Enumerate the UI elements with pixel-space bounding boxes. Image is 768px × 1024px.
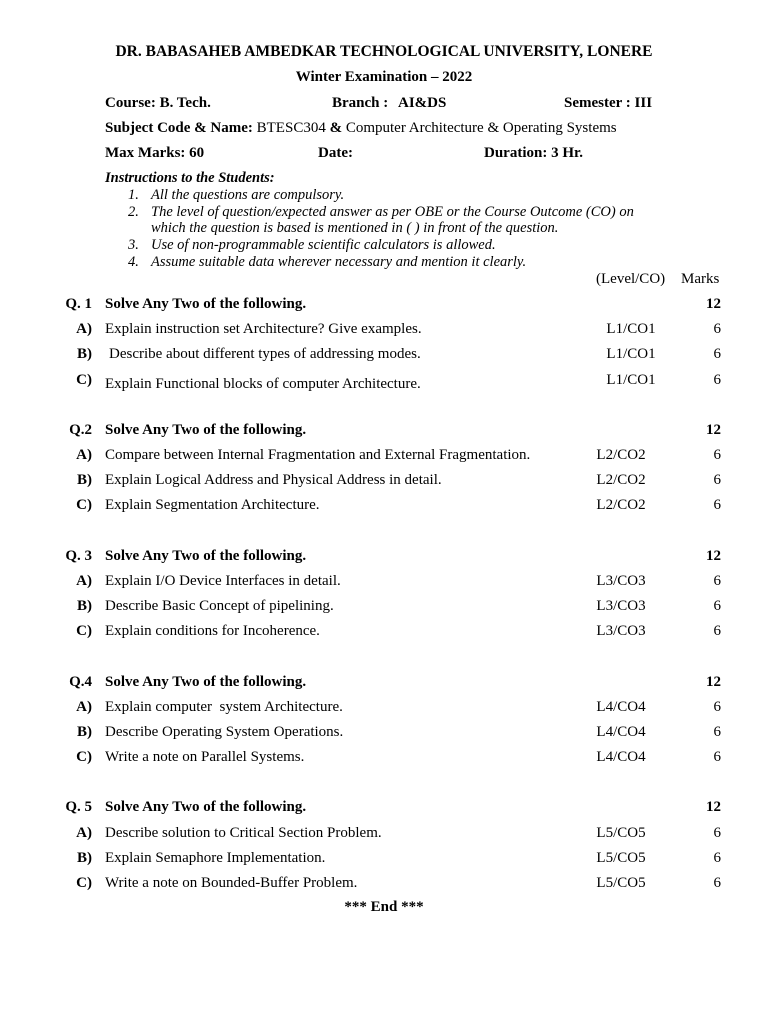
instruction-text: Use of non-programmable scientific calculators is allowed. [151,237,496,253]
subject-label: Subject Code & Name: [105,120,253,136]
sub-question-label: B) [77,724,92,740]
sub-question-text: Write a note on Bounded-Buffer Problem. [105,875,358,891]
sub-question-label: A) [76,573,92,589]
university-title: DR. BABASAHEB AMBEDKAR TECHNOLOGICAL UNIVERSITY, LONERE [115,43,653,60]
sub-question-text: Explain conditions for Incoherence. [105,623,320,639]
question-heading: Solve Any Two of the following. [105,422,307,438]
exam-title: Winter Examination – 2022 [295,69,473,85]
sub-question-text: Write a note on Parallel Systems. [105,749,305,765]
subject-line [105,120,617,137]
sub-question-label: B) [77,346,92,362]
sub-question-text: Explain instruction set Architecture? Give examples. [105,321,422,337]
sub-question-marks: 6 [713,850,721,866]
sub-question-marks: 6 [713,372,721,388]
question-heading: Solve Any Two of the following. [105,799,307,815]
marks-header: Marks [681,271,720,287]
level-co: L2/CO2 [596,497,646,513]
level-co: L3/CO3 [596,598,646,614]
question-marks: 12 [706,799,721,815]
sub-question-label: C) [76,875,92,891]
branch-value: AI&DS [398,95,447,111]
sub-question-label: C) [76,372,92,388]
sub-question-label: A) [76,447,92,463]
sub-question-label: C) [76,497,92,513]
sub-question-label: A) [76,699,92,715]
level-co: L5/CO5 [596,825,646,841]
instruction-num: 1. [128,187,139,203]
level-co: L4/CO4 [596,699,646,715]
sub-question-label: C) [76,749,92,765]
sub-question-marks: 6 [713,825,721,841]
question-number: Q. 5 [65,799,92,815]
question-marks: 12 [706,296,721,312]
sub-question-text: Explain Logical Address and Physical Address in detail. [105,472,442,488]
level-co: L2/CO2 [596,447,646,463]
question-number: Q.4 [69,674,92,690]
level-co: L2/CO2 [596,472,646,488]
level-co: L1/CO1 [606,372,656,388]
sub-question-text: Describe Operating System Operations. [105,724,344,740]
course-label: Course: B. Tech. [105,95,211,111]
sub-question-marks: 6 [713,497,721,513]
question-number: Q. 1 [65,296,92,312]
question-marks: 12 [706,674,721,690]
sub-question-marks: 6 [713,346,721,362]
sub-question-text: Explain Semaphore Implementation. [105,850,326,866]
sub-question-marks: 6 [713,875,721,891]
sub-question-label: B) [77,598,92,614]
sub-question-text: Describe about different types of addressing modes. [109,346,421,362]
level-co: L1/CO1 [606,321,656,337]
sub-question-marks: 6 [713,598,721,614]
instruction-text: All the questions are compulsory. [151,187,345,203]
question-number: Q.2 [69,422,92,438]
question-heading: Solve Any Two of the following. [105,674,307,690]
question-heading: Solve Any Two of the following. [105,548,307,564]
level-co-header: (Level/CO) [596,271,666,287]
instruction-num: 3. [128,237,139,253]
sub-question-text: Compare between Internal Fragmentation and External Fragmentation. [105,447,531,463]
question-heading: Solve Any Two of the following. [105,296,307,312]
branch-label: Branch : [332,95,389,111]
subject-name: Computer Architecture & Operating Systems [345,120,617,136]
level-co: L4/CO4 [596,749,646,765]
date-label: Date: [318,145,353,161]
sub-question-marks: 6 [713,623,721,639]
instruction-num: 4. [128,254,139,270]
level-co: L5/CO5 [596,875,646,891]
end-marker: *** End *** [344,899,424,915]
instructions-title: Instructions to the Students: [105,170,275,186]
sub-question-marks: 6 [713,749,721,765]
sub-question-text: Describe Basic Concept of pipelining. [105,598,334,614]
level-co: L4/CO4 [596,724,646,740]
question-marks: 12 [706,422,721,438]
level-co: L1/CO1 [606,346,656,362]
sub-question-text: Explain computer system Architecture. [105,699,343,715]
sub-question-label: A) [76,825,92,841]
subject-amp: & [329,120,343,136]
sub-question-label: A) [76,321,92,337]
level-co: L3/CO3 [596,573,646,589]
level-co: L3/CO3 [596,623,646,639]
sub-question-text: Describe solution to Critical Section Problem. [105,825,382,841]
sub-question-label: B) [77,850,92,866]
question-marks: 12 [706,548,721,564]
sub-question-marks: 6 [713,321,721,337]
max-marks: Max Marks: 60 [105,145,205,161]
duration: Duration: 3 Hr. [484,145,584,161]
sub-question-label: B) [77,472,92,488]
instruction-text-continued: which the question is based is mentioned in ( ) in front of the question. [151,220,559,236]
instruction-num: 2. [128,204,139,220]
instruction-text: Assume suitable data wherever necessary and mention it clearly. [151,254,527,270]
sub-question-text: Explain Segmentation Architecture. [105,497,320,513]
question-number: Q. 3 [65,548,92,564]
subject-code: BTESC304 [256,120,326,136]
sub-question-marks: 6 [713,699,721,715]
sub-question-text: Explain I/O Device Interfaces in detail. [105,573,341,589]
sub-question-marks: 6 [713,472,721,488]
sub-question-text: Explain Functional blocks of computer Architecture. [105,376,421,392]
sub-question-label: C) [76,623,92,639]
sub-question-marks: 6 [713,447,721,463]
instruction-text: The level of question/expected answer as per OBE or the Course Outcome (CO) on [151,204,634,220]
level-co: L5/CO5 [596,850,646,866]
sub-question-marks: 6 [713,724,721,740]
semester-label: Semester : III [564,95,653,111]
sub-question-marks: 6 [713,573,721,589]
